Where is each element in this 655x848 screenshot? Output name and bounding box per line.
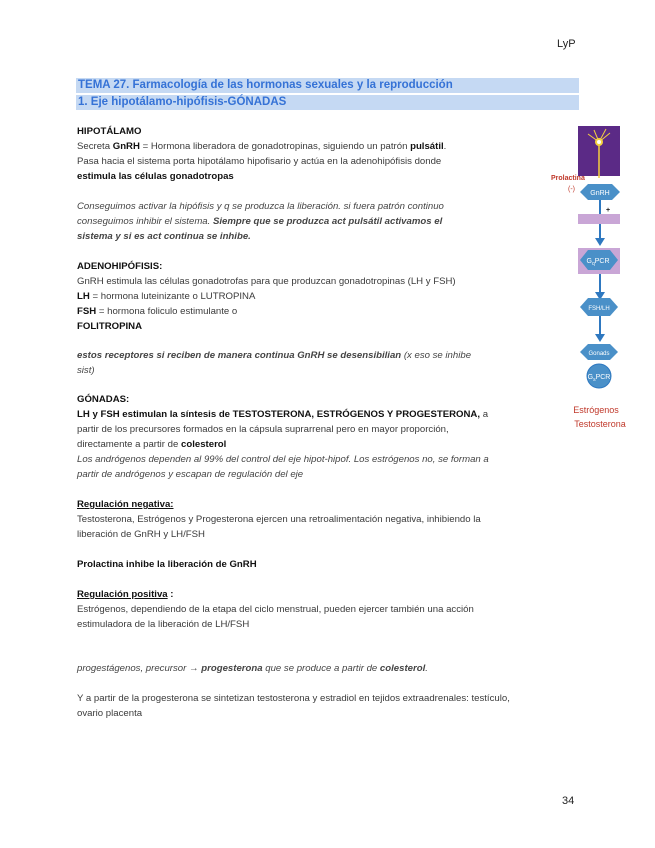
arrow-head-1 [595, 238, 605, 246]
estrogenos-label: Estrógenos [573, 405, 619, 415]
section-title: 1. Eje hipotálamo-hipófisis-GÓNADAS [76, 95, 579, 110]
fsh-lh-label: FSH/LH [588, 306, 610, 312]
hipotalamo-line-2: Pasa hacia el sistema porta hipotálamo hipofisario y actúa en la adenohipófisis donde [77, 156, 442, 167]
gonadas-heading: GÓNADAS: [77, 394, 130, 405]
hipotalamo-line-1: Secreta GnRH = Hormona liberadora de gonadotropinas, siguiendo un patrón pulsátil. [77, 141, 447, 152]
hipotalamo-heading: HIPOTÁLAMO [77, 126, 142, 137]
positive-regulation-heading: Regulación positiva [77, 589, 168, 600]
adenohipofisis-section: ADENOHIPÓFISIS: GnRH estimula las células gonadotrofas para que produzcan gonadotropinas (LH y FSH) LH = hormona luteinizante o LUTROPINA FSH = hormona foliculo estimulante o FOLITROPINA [77, 259, 582, 334]
page-number: 34 [562, 795, 575, 807]
arrow-head-3 [595, 334, 605, 342]
inhibition-sign: (-) [568, 186, 575, 193]
hipotalamo-section [77, 124, 582, 184]
prolactina-note: Prolactina inhibe la liberación de GnRH [77, 559, 257, 570]
hormone-axis-diagram [548, 122, 638, 437]
progestagenos-note: progestágenos, precursor → progesterona que se produce a partir de colesterol. [77, 663, 428, 674]
membrane-band-upper [578, 214, 620, 224]
gqpcr-label: $G_qPCR$ [586, 258, 610, 267]
hipotalamo-line-3: estimula las células gonadotropas [77, 171, 234, 182]
gnrh-label: GnRH [590, 190, 610, 197]
header-tag: LyP [557, 38, 576, 50]
negative-regulation-heading: Regulación negativa: [77, 499, 174, 510]
prolactina-label: Prolactina [551, 175, 585, 182]
gonads-label: Gonads [588, 351, 610, 357]
adenohipofisis-heading: ADENOHIPÓFISIS: [77, 261, 163, 272]
testosterona-label: Testosterona [574, 419, 626, 429]
final-paragraph: Y a partir de la progesterona se sintetizan testosterona y estradiol en tejidos extraadrenales: testículo, ovario placenta [77, 693, 510, 719]
gspcr-label: $G_sPCR$ [587, 374, 611, 383]
pulsatile-note: Conseguimos activar la hipófisis y q se produzca la liberación. si fuera patrón continuo conseguimos inhibir el sistema. Siempre que se produzca act pulsátil activamos el sistema y si es act continua se inhibe. [77, 201, 444, 242]
chapter-title: TEMA 27. Farmacología de las hormonas sexuales y la reproducción [76, 78, 579, 93]
desensitization-note: estos receptores si reciben de manera continua GnRH se desensibilian (x eso se inhibe sist) [77, 350, 472, 376]
positive-regulation-section: Regulación positiva : Estrógenos, dependiendo de la etapa del ciclo menstrual, pueden ejercer también una acción estimuladora de la liberación de LH/FSH [77, 589, 474, 630]
negative-regulation-section: Regulación negativa: Testosterona, Estrógenos y Progesterona ejercen una retroalimentación negativa, inhibiendo la liberación de GnRH y LH/FSH [77, 497, 582, 542]
gonadas-section: GÓNADAS: LH y FSH estimulan la síntesis de TESTOSTERONA, ESTRÓGENOS Y PROGESTERONA, a partir de los precursores formados en la cápsula suprarrenal pero en mayor proporción, directamente a partir de colesterol Los andrógenos dependen al 99% del control del eje hipot-hipof. Los estrógenos no, se forman a partir de andrógenos y escapan de regulación del eje [77, 392, 582, 482]
stimulation-sign: + [606, 207, 611, 214]
